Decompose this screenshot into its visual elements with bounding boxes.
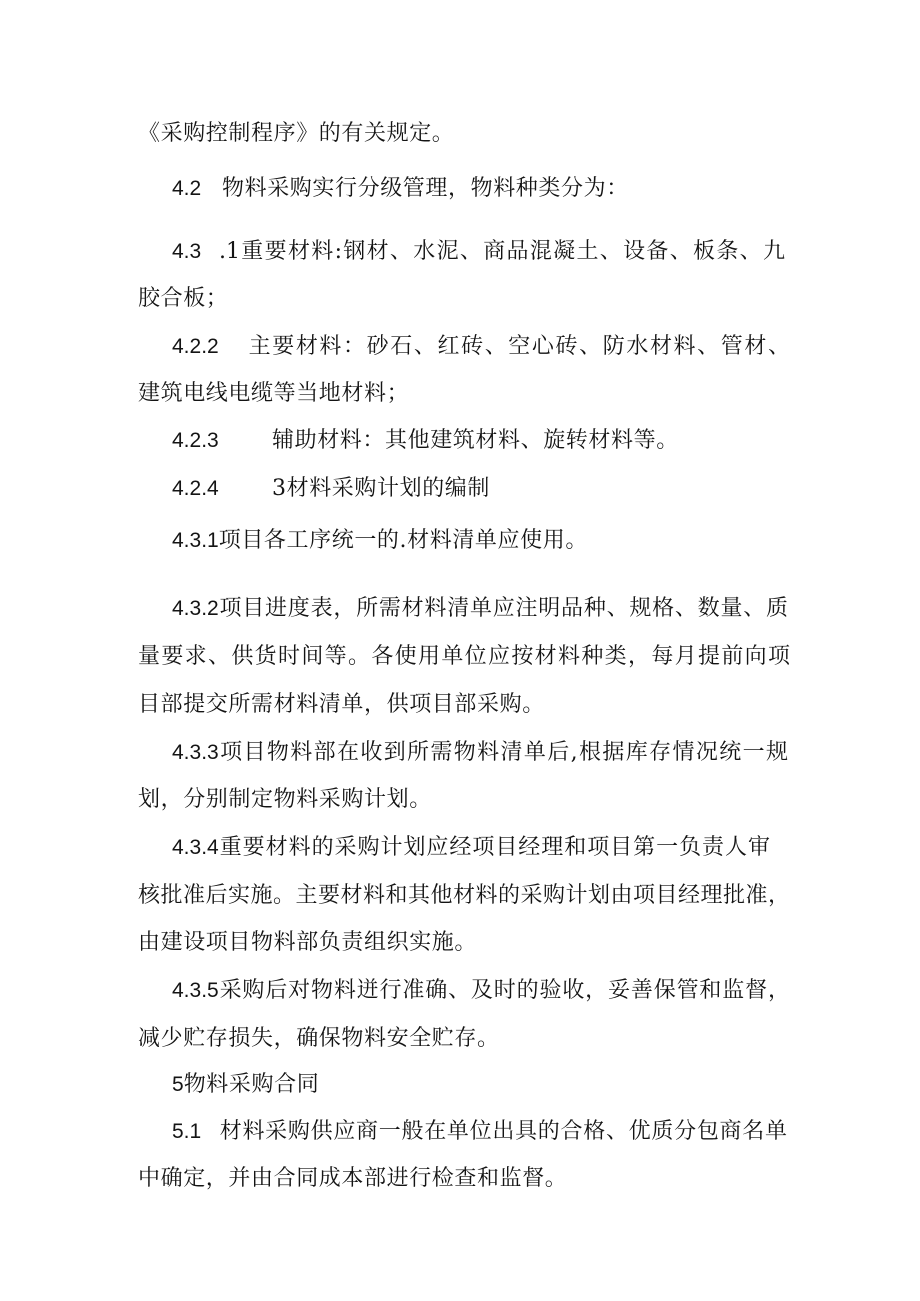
line-text: 项目各工序统一的.材料清单应使用。 — [218, 528, 588, 553]
section-number: 5.1 — [172, 1120, 202, 1143]
line-text: 项目物料部在收到所需物料清单后,根据库存情况统一规 — [218, 740, 788, 765]
section-number: 4.2 — [172, 177, 202, 200]
section-number: 4.3.5 — [172, 979, 219, 1002]
text-line — [138, 285, 228, 313]
text-line — [172, 175, 629, 203]
text-line — [172, 333, 790, 361]
text-line — [138, 691, 545, 719]
text-line — [138, 929, 477, 957]
section-number: 4.2.3 — [172, 429, 219, 452]
line-text: 重要材料的采购计划应经项目经理和项目第一负责人审 — [218, 835, 770, 860]
line-text: 《采购控制程序》的有关规定。 — [138, 121, 455, 146]
line-text: 划，分别制定物料采购计划。 — [138, 787, 432, 812]
line-text: 量要求、供货时间等。各使用单位应按材料种类，每月提前向项 — [138, 644, 790, 669]
text-line — [138, 643, 790, 671]
section-heading — [172, 1071, 319, 1099]
line-text: 物料采购合同 — [183, 1072, 320, 1097]
text-line — [138, 786, 432, 814]
line-text: 材料采购供应商一般在单位出具的合格、优质分包商名单 — [219, 1119, 787, 1144]
text-line — [172, 475, 490, 503]
text-line — [172, 595, 788, 623]
line-text: 减少贮存损失，确保物料安全贮存。 — [138, 1026, 500, 1051]
text-line — [172, 527, 588, 555]
line-text: 核批准后实施。主要材料和其他材料的采购计划由项目经理批准， — [138, 883, 790, 908]
text-line — [172, 739, 788, 767]
text-line — [138, 882, 790, 910]
line-text: 3材料采购计划的编制 — [272, 476, 490, 501]
line-text: 建筑电线电缆等当地材料； — [138, 381, 410, 406]
text-line — [172, 977, 790, 1005]
section-number: 5 — [172, 1073, 184, 1096]
line-text: 主要材料：砂石、红砖、空心砖、防水材料、管材、 — [247, 334, 790, 359]
text-line — [172, 1118, 787, 1146]
section-number: 4.3 — [172, 240, 202, 263]
line-text: 项目进度表，所需材料清单应注明品种、规格、数量、质 — [218, 596, 788, 621]
section-number: 4.3.1 — [172, 529, 219, 552]
section-number: 4.3.4 — [172, 836, 219, 859]
section-number: 4.3.2 — [172, 597, 219, 620]
section-number: 4.3.3 — [172, 741, 219, 764]
line-text: 目部提交所需材料清单，供项目部采购。 — [138, 692, 545, 717]
text-line — [172, 834, 770, 862]
line-text: 由建设项目物料部负责组织实施。 — [138, 930, 478, 955]
text-line — [138, 120, 454, 148]
text-line — [172, 238, 785, 266]
text-line — [138, 1165, 567, 1193]
line-text: 中确定，并由合同成本部进行检查和监督。 — [138, 1166, 568, 1191]
text-line — [172, 427, 679, 455]
section-number: 4.2.4 — [172, 477, 219, 500]
line-text: 物料采购实行分级管理，物料种类分为： — [222, 176, 629, 201]
line-text: 辅助材料：其他建筑材料、旋转材料等。 — [272, 428, 679, 453]
text-line — [138, 1025, 500, 1053]
section-number: 4.2.2 — [172, 335, 219, 358]
line-text: 采购后对物料迸行准确、及时的验收，妥善保管和监督， — [218, 978, 790, 1003]
text-line — [138, 380, 409, 408]
line-text: 胶合板； — [138, 286, 229, 311]
line-text: .1重要材料:钢材、水泥、商品混凝土、设备、板条、九 — [219, 239, 785, 264]
